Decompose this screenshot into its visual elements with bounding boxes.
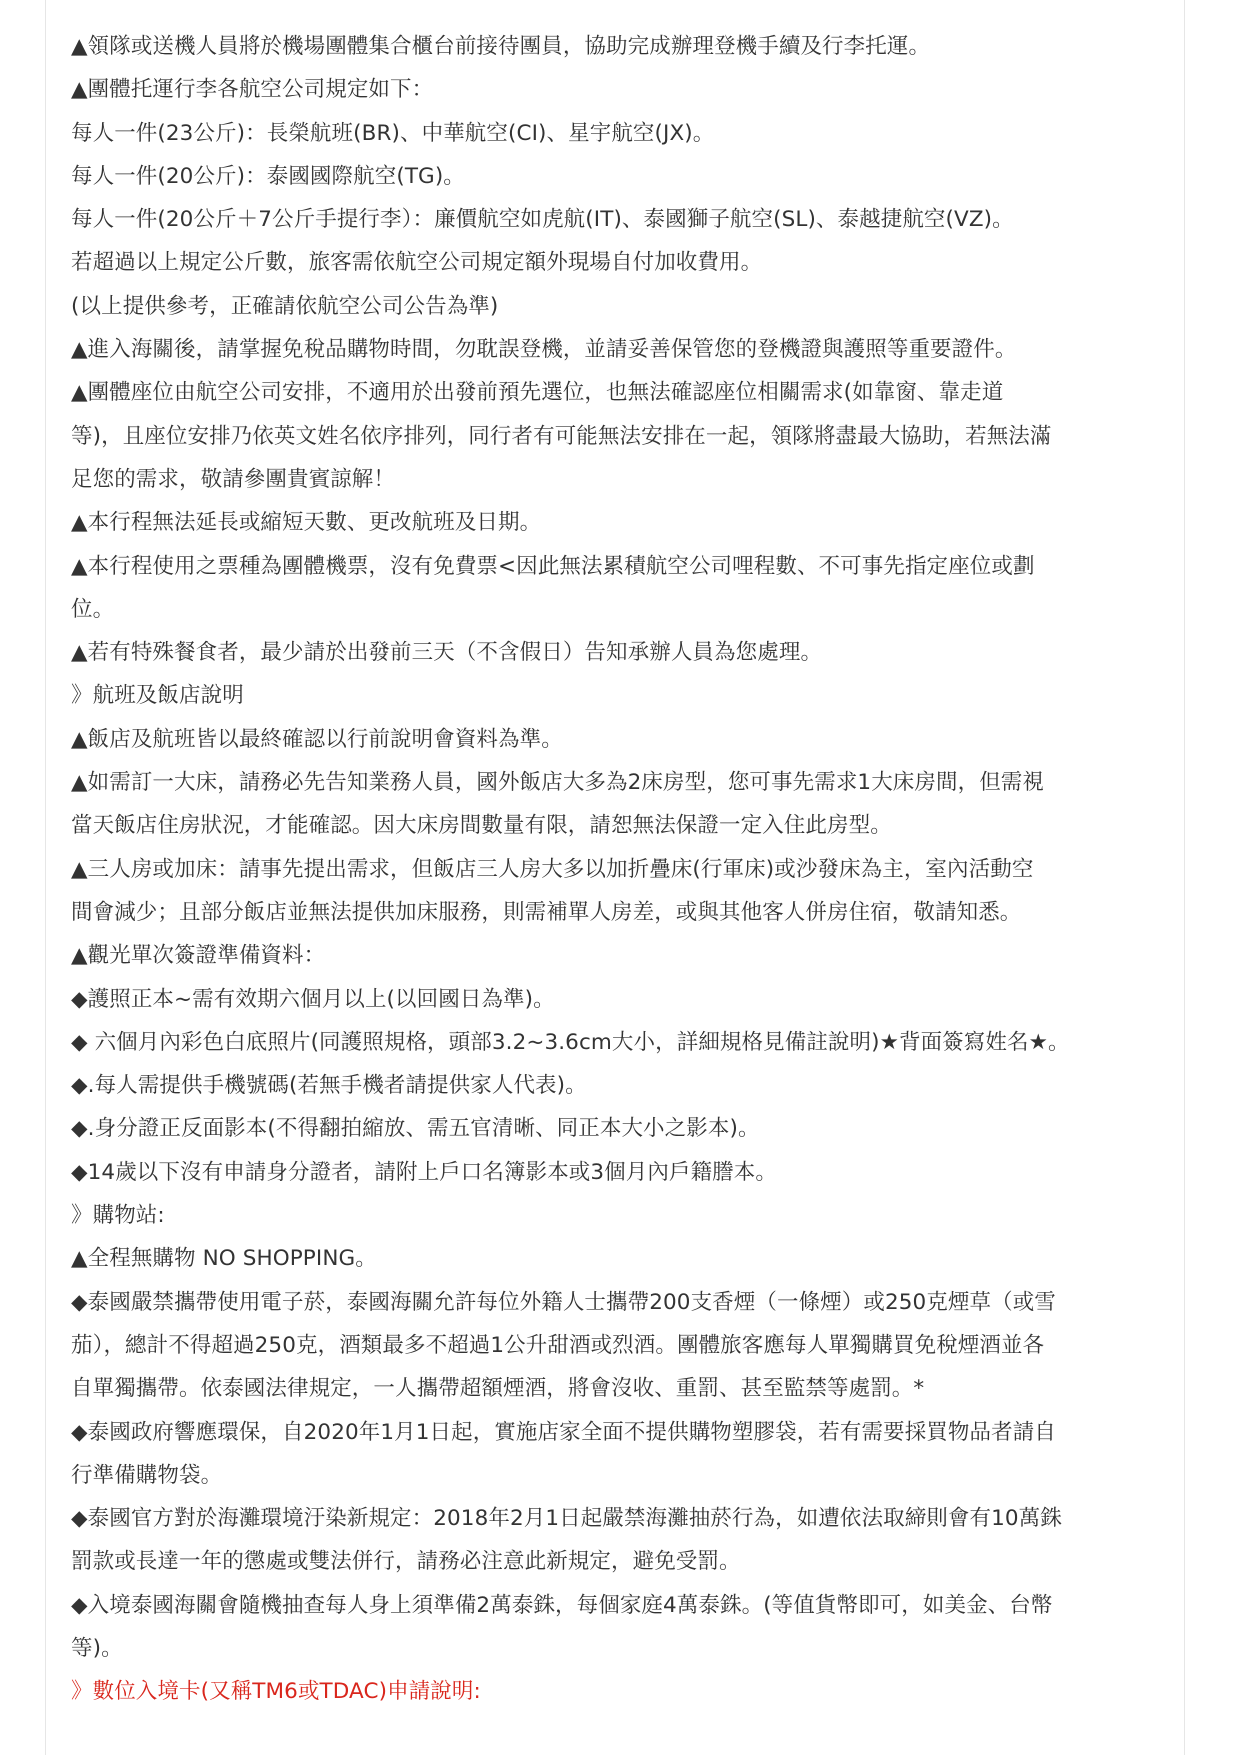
text-line: ▲若有特殊餐食者，最少請於出發前三天（不含假日）告知承辦人員為您處理。 [71,640,823,666]
list-item: ◆ 六個月內彩色白底照片(同護照規格，頭部3.2~3.6cm大小，詳細規格見備註說明)★背面簽寫姓名★。 [71,1029,1070,1055]
list-item: ◆.每人需提供手機號碼(若無手機者請提供家人代表)。 [71,1073,587,1099]
text-line: 足您的需求，敬請參團貴賓諒解！ [71,466,396,492]
list-item: ◆泰國嚴禁攜帶使用電子菸，泰國海關允許每位外籍人士攜帶200支香煙（一條煙）或250克煙草（或雪 [71,1289,1056,1315]
text-line: 間會減少；且部分飯店並無法提供加床服務，則需補單人房差，或與其他客人併房住宿，敬請知悉。 [71,899,1022,925]
text-line: ▲團體座位由航空公司安排，不適用於出發前預先選位，也無法確認座位相關需求(如靠窗、靠走道 [71,380,1004,406]
text-line: 等)，且座位安排乃依英文姓名依序排列，同行者有可能無法安排在一起，領隊將盡最大協助，若無法滿 [71,423,1052,449]
list-item: 茄），總計不得超過250克，酒類最多不超過1公升甜酒或烈酒。團體旅客應每人單獨購買免稅煙酒並各 [71,1332,1045,1358]
text-line: ▲飯店及航班皆以最終確認以行前說明會資料為準。 [71,726,563,752]
text-line: ▲三人房或加床：請事先提出需求，但飯店三人房大多以加折疊床(行軍床)或沙發床為主，室內活動空 [71,856,1034,882]
list-item: 行準備購物袋。 [71,1462,223,1488]
list-item: ◆.身分證正反面影本(不得翻拍縮放、需五官清晰、同正本大小之影本)。 [71,1116,760,1142]
text-line: 位。 [71,596,115,622]
text-line: ▲本行程使用之票種為團體機票，沒有免費票<因此無法累積航空公司哩程數、不可事先指定座位或劃 [71,553,1035,579]
text-line: ▲進入海關後，請掌握免稅品購物時間，勿耽誤登機，並請妥善保管您的登機證與護照等重要證件。 [71,337,1017,363]
text-line: 每人一件(20公斤)：泰國國際航空(TG)。 [71,163,465,189]
notice-content [71,25,1171,1714]
text-line: ▲領隊或送機人員將於機場團體集合櫃台前接待團員，協助完成辦理登機手續及行李托運。 [71,34,931,59]
list-item: ◆入境泰國海關會隨機抽查每人身上須準備2萬泰銖，每個家庭4萬泰銖。(等值貨幣即可，如美金、台幣 [71,1592,1053,1618]
text-line: ▲團體托運行李各航空公司規定如下： [71,77,434,103]
list-item: 自單獨攜帶。依泰國法律規定，一人攜帶超額煙酒，將會沒收、重罰、甚至監禁等處罰。* [71,1376,925,1402]
list-item: ◆泰國官方對於海灘環境汙染新規定：2018年2月1日起嚴禁海灘抽菸行為，如遭依法取締則會有10萬銖 [71,1506,1062,1532]
section-heading-shopping: 》購物站: [71,1203,165,1229]
text-line: 當天飯店住房狀況，才能確認。因大床房間數量有限，請恕無法保證一定入住此房型。 [71,813,892,839]
text-line: ▲觀光單次簽證準備資料： [71,943,326,969]
list-item: ◆護照正本~需有效期六個月以上(以回國日為準)。 [71,986,555,1012]
list-item: 罰款或長達一年的懲處或雙法併行，請務必注意此新規定，避免受罰。 [71,1549,741,1575]
text-line: 每人一件(23公斤)：長榮航班(BR)、中華航空(CI)、星宇航空(JX)。 [71,120,715,146]
text-line: ▲如需訂一大床，請務必先告知業務人員，國外飯店大多為2床房型，您可事先需求1大床房間，但需視 [71,770,1044,796]
text-line: 每人一件(20公斤＋7公斤手提行李）：廉價航空如虎航(IT)、泰國獅子航空(SL)、泰越捷航空(VZ)。 [71,207,1014,233]
list-item: 等)。 [71,1635,123,1661]
list-item: ◆14歲以下沒有申請身分證者，請附上戶口名簿影本或3個月內戶籍謄本。 [71,1159,777,1185]
text-line: ▲本行程無法延長或縮短天數、更改航班及日期。 [71,510,542,536]
section-heading-flight-hotel: 》航班及飯店說明 [71,683,244,709]
text-line: (以上提供參考，正確請依航空公司公告為準) [71,293,499,319]
list-item: ◆泰國政府響應環保，自2020年1月1日起，實施店家全面不提供購物塑膠袋，若有需要採買物品者請自 [71,1419,1056,1445]
text-line: ▲全程無購物 NO SHOPPING。 [71,1246,377,1272]
section-heading-tdac: 》數位入境卡(又稱TM6或TDAC)申請說明: [71,1679,481,1705]
text-line: 若超過以上規定公斤數，旅客需依航空公司規定額外現場自付加收費用。 [71,250,763,276]
